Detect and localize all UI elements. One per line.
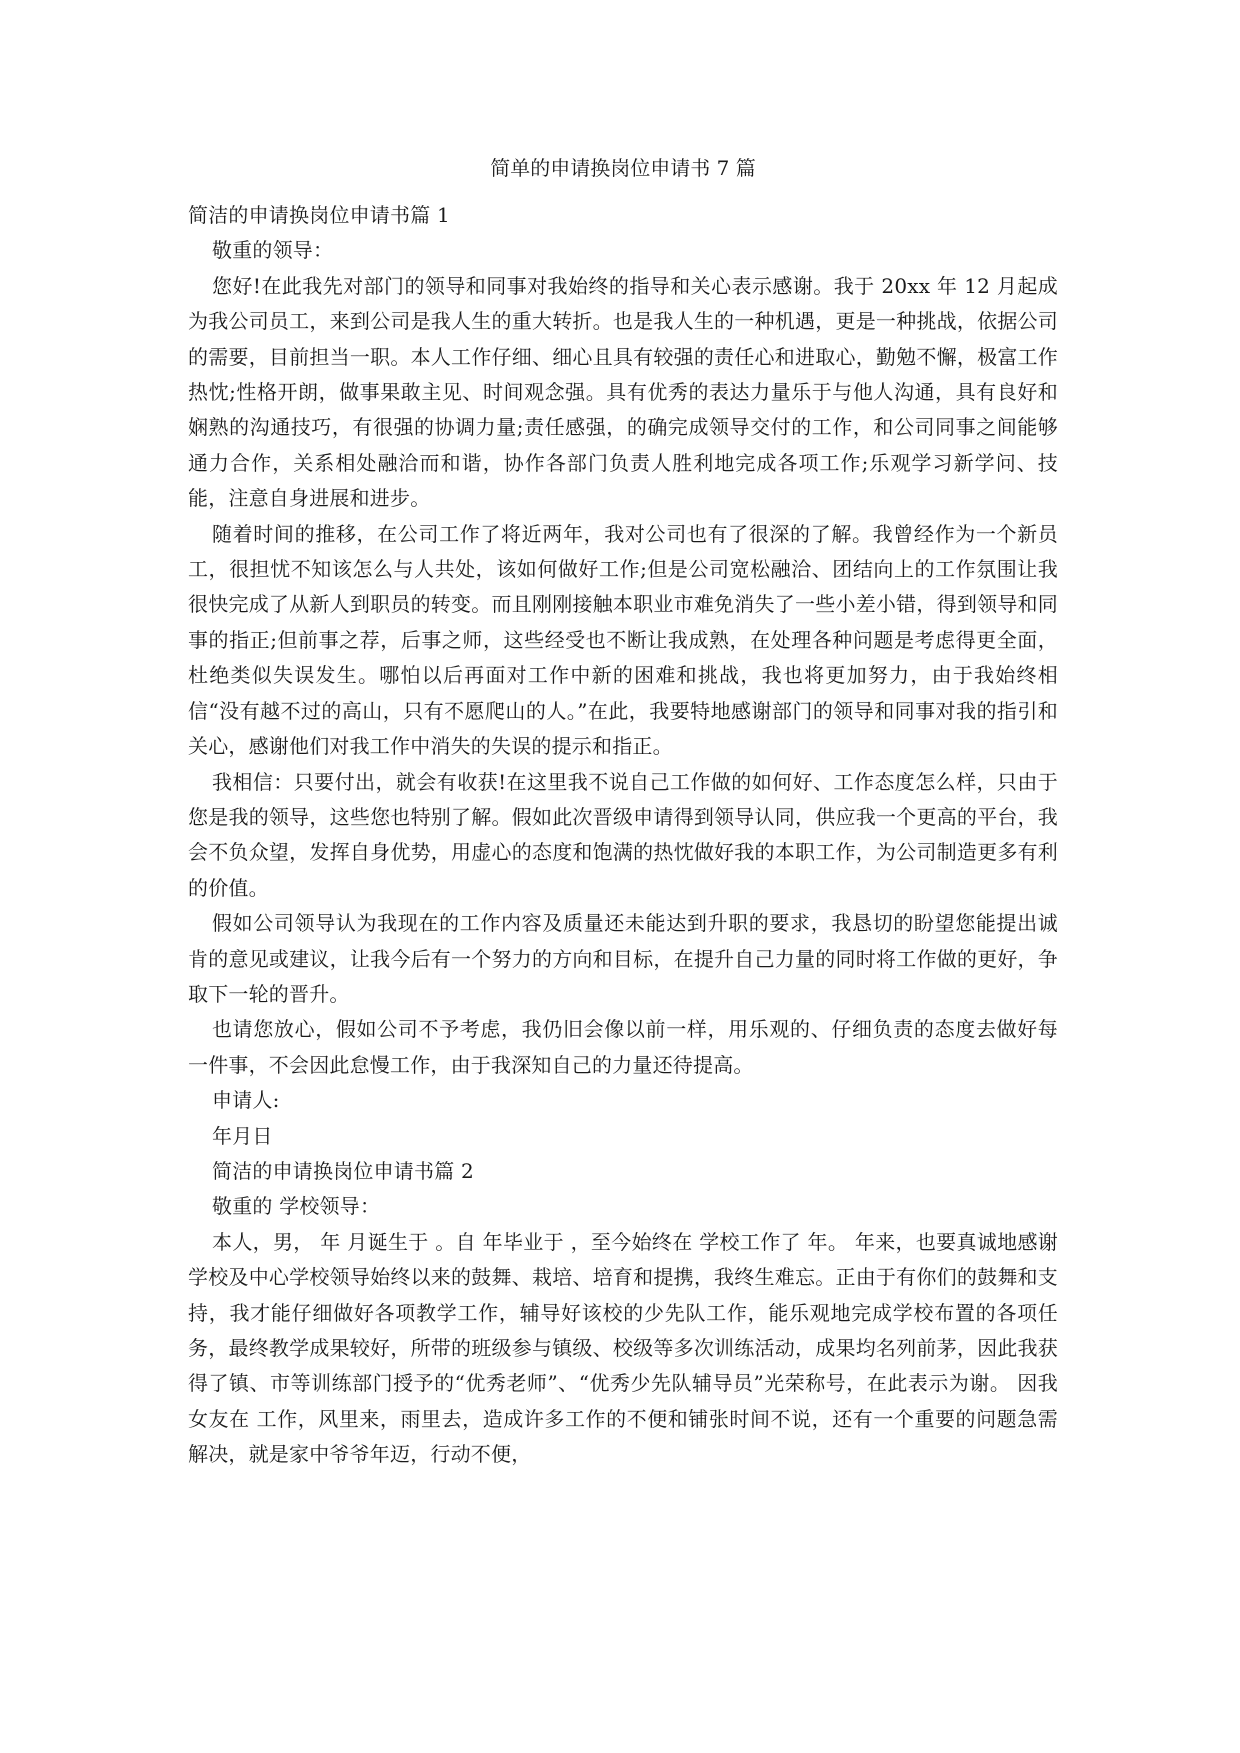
body-paragraph: 随着时间的推移，在公司工作了将近两年，我对公司也有了很深的了解。我曾经作为一个新员工，很担忧不知该怎么与人共处，该如何做好工作;但是公司宽松融洽、团结向上的工作氛围让我很快完成了从新人到职员的转变。而且刚刚接触本职业市难免消失了一些小差小错，得到领导和同事的指正;但前事之荐，后事之师，这些经受也不断让我成熟，在处理各种问题是考虑得更全面，杜绝类似失误发生。哪怕以后再面对工作中新的困难和挑战，我也将更加努力，由于我始终相信“没有越不过的高山，只有不愿爬山的人。”在此，我要特地感谢部门的领导和同事对我的指引和关心，感谢他们对我工作中消失的失误的提示和指正。 — [188, 521, 1058, 759]
section-1 — [188, 198, 1058, 1154]
salutation: 敬重的 学校领导： — [212, 1194, 381, 1219]
document-title: 简单的申请换岗位申请书 7 篇 — [490, 156, 756, 180]
section-heading: 简洁的申请换岗位申请书篇 1 — [188, 203, 450, 227]
body-paragraph: 本人，男， 年 月诞生于 。自 年毕业于 ，至今始终在 学校工作了 年。 年来，也要真诚地感谢 学校及中心学校领导始终以来的鼓舞、栽培、培育和提携，我终生难忘。正由于有你们的鼓舞和支持，我才能仔细做好各项教学工作，辅导好该校的少先队工作，能乐观地完成学校布置的各项任务，最终教学成果较好，所带的班级参与镇级、校级等多次训练活动，成果均名列前茅，因此我获得了镇、市等训练部门授予的“优秀老师”、“优秀少先队辅导员”光荣称号，在此表示为谢。 因我女友在 工作，风里来，雨里去，造成许多工作的不便和铺张时间不说，还有一个重要的问题急需解决，就是家中爷爷年迈，行动不便， — [188, 1229, 1058, 1467]
body-paragraph: 假如公司领导认为我现在的工作内容及质量还未能达到升职的要求，我恳切的盼望您能提出诚肯的意见或建议，让我今后有一个努力的方向和目标，在提升自己力量的同时将工作做的更好，争取下一轮的晋升。 — [188, 911, 1058, 1006]
section-heading: 简洁的申请换岗位申请书篇 2 — [212, 1158, 474, 1183]
applicant-label: 申请人: — [212, 1088, 280, 1113]
salutation: 敬重的领导： — [212, 238, 334, 263]
document-page — [188, 150, 1058, 1473]
body-paragraph: 也请您放心，假如公司不予考虑，我仍旧会像以前一样，用乐观的、仔细负责的态度去做好每一件事，不会因此怠慢工作，由于我深知自己的力量还待提高。 — [188, 1017, 1058, 1077]
body-paragraph: 您好!在此我先对部门的领导和同事对我始终的指导和关心表示感谢。我于 20xx 年 12 月起成为我公司员工，来到公司是我人生的重大转折。也是我人生的一种机遇，更是一种挑战，依据公司的需要，目前担当一职。本人工作仔细、细心且具有较强的责任心和进取心，勤勉不懈，极富工作热忱;性格开朗，做事果敢主见、时间观念强。具有优秀的表达力量乐于与他人沟通，具有良好和娴熟的沟通技巧，有很强的协调力量;责任感强，的确完成领导交付的工作，和公司同事之间能够通力合作，关系相处融洽而和谐，协作各部门负责人胜利地完成各项工作;乐观学习新学问、技能，注意自身进展和进步。 — [188, 273, 1058, 511]
body-paragraph: 我相信：只要付出，就会有收获!在这里我不说自己工作做的如何好、工作态度怎么样，只由于您是我的领导，这些您也特别了解。假如此次晋级申请得到领导认同，供应我一个更高的平台，我会不负众望，发挥自身优势，用虚心的态度和饱满的热忱做好我的本职工作，为公司制造更多有利的价值。 — [188, 769, 1058, 900]
date-label: 年月日 — [212, 1123, 273, 1148]
section-2 — [188, 1154, 1058, 1473]
